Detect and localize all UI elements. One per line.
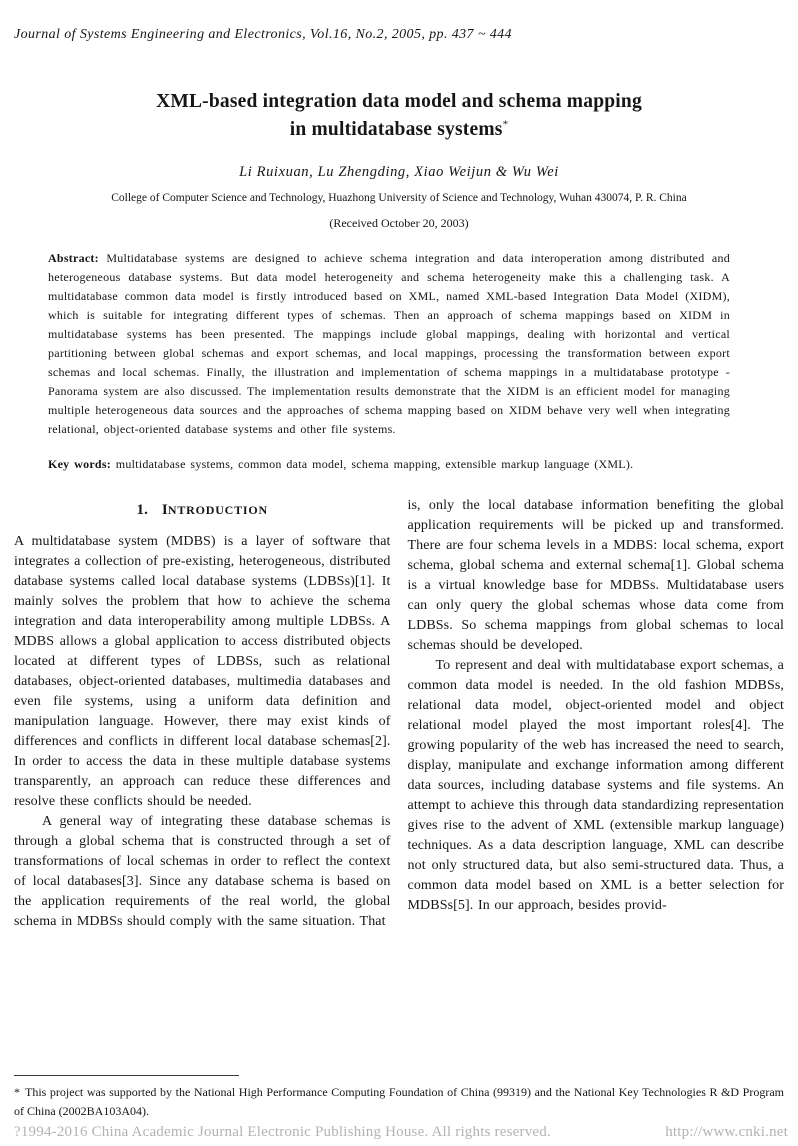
abstract-text: Multidatabase systems are designed to achieve schema integration and data interoperation among distributed and heterogeneous database systems. But data model heterogeneity and schema heterogeneity make this a challenging task. A multidatabase common data model is firstly introduced based on XML, named XML-based Integration Data Model (XIDM), which is suitable for integrating different types of schemas. Then an approach of schema mappings based on XIDM in multidatabase systems has been presented. The mappings include global mappings, dealing with horizontal and vertical partitioning between global schemas and export schemas, and local mappings, processing the transformation between export schemas and local schemas. Finally, the illustration and implementation of schema mappings in a multidatabase prototype - Panorama system are also discussed. The implementation results demonstrate that the XIDM is an efficient model for managing multiple heterogeneous data sources and the approaches of schema mapping based on XIDM behave very well when integrating relational, object-oriented database systems and other file systems. [48, 251, 730, 437]
footnote-body: This project was supported by the National High Performance Computing Foundation of China (99319) and the National Key Technologies R &D Program of China (2002BA103A04). [14, 1085, 784, 1118]
footnote-divider [14, 1075, 239, 1076]
section-1-heading [14, 500, 391, 520]
keywords-text: multidatabase systems, common data model, schema mapping, extensible markup language (XML). [115, 457, 634, 472]
authors-line: Li Ruixuan, Lu Zhengding, Xiao Weijun & Wu Wei [239, 163, 559, 180]
body-paragraph: is, only the local database information benefiting the global application requirements will be picked up and transformed. There are four schema levels in a MDBS: local schema, export schema, global schema and external schema[1]. Global schema is a virtual knowledge base for MDBSs. Multidatabase users can only query the global schemas whose data come from LDBSs. So schema mappings from global schemas to local schemas should be developed. [407, 498, 784, 654]
abstract-section [48, 249, 730, 439]
affiliation-line: College of Computer Science and Technology, Huazhong University of Science and Technology, Wuhan 430074, P. R. China [111, 191, 687, 204]
footnote-marker: * [14, 1085, 20, 1099]
section-title-rest: NTRODUCTION [167, 503, 269, 518]
keywords-section [48, 455, 730, 474]
column-left [14, 496, 391, 1052]
body-paragraph: A general way of integrating these database schemas is through a global schema that is constructed through a set of transformations of local schemas in order to reflect the context of local databases[3]. Since any database schema is based on the application requirements of the real world, the global schema in MDBSs should comply with the same situation. That [14, 814, 391, 930]
body-paragraph: To represent and deal with multidatabase export schemas, a common data model is needed. In the old fashion MDBSs, relational data model, object-oriented model and object relational model played the most important roles[4]. The growing popularity of the web has increased the need to search, display, manipulate and exchange information among different data sources, including database systems and file systems. An attempt to achieve this through data standardizing representation gives rise to the advent of XML (extensible markup language) techniques. As a data description language, XML can describe not only structured data, but also semi-structured data. Thus, a common data model based on XML is a better selection for MDBSs[5]. In our approach, besides provid- [407, 658, 784, 914]
section-title-initial: I [161, 502, 168, 519]
paper-title-line2: in multidatabase systems [289, 119, 503, 141]
watermark-url: http://www.cnki.net [665, 1124, 788, 1140]
column-right [408, 496, 785, 1052]
keywords-label: Key words: [48, 457, 111, 472]
title-footnote-mark: * [502, 118, 509, 131]
body-columns [14, 496, 784, 1052]
footnote-section [14, 1075, 784, 1120]
watermark [14, 1124, 788, 1141]
section-title [162, 502, 268, 518]
footnote [14, 1083, 784, 1120]
paper-title-line1: XML-based integration data model and schema mapping [156, 91, 642, 113]
received-line: (Received October 20, 2003) [329, 215, 469, 230]
journal-header-line: Journal of Systems Engineering and Electronics, Vol.16, No.2, 2005, pp. 437 ~ 444 [14, 27, 512, 42]
watermark-text: ?1994-2016 China Academic Journal Electronic Publishing House. All rights reserved. [14, 1124, 551, 1140]
abstract-label: Abstract: [48, 251, 99, 266]
paper-title [14, 88, 784, 145]
body-paragraph: A multidatabase system (MDBS) is a layer of software that integrates a collection of pre-existing, heterogeneous, distributed database systems called local database systems (LDBSs)[1]. It mainly solves the problem that how to achieve the schema integration and data interoperability among multiple LDBSs. A MDBS allows a global application to access distributed objects located at different types of LDBSs, such as relational databases, object-oriented databases, multimedia databases and even file systems, using a uniform data definition and manipulation language. However, there may exist kinds of differences and conflicts in different local database schemas[2]. In order to access the data in these multiple database systems transparently, an approach can reduce these differences and resolve these conflicts should be needed. [14, 534, 391, 810]
section-number: 1. [136, 502, 148, 519]
